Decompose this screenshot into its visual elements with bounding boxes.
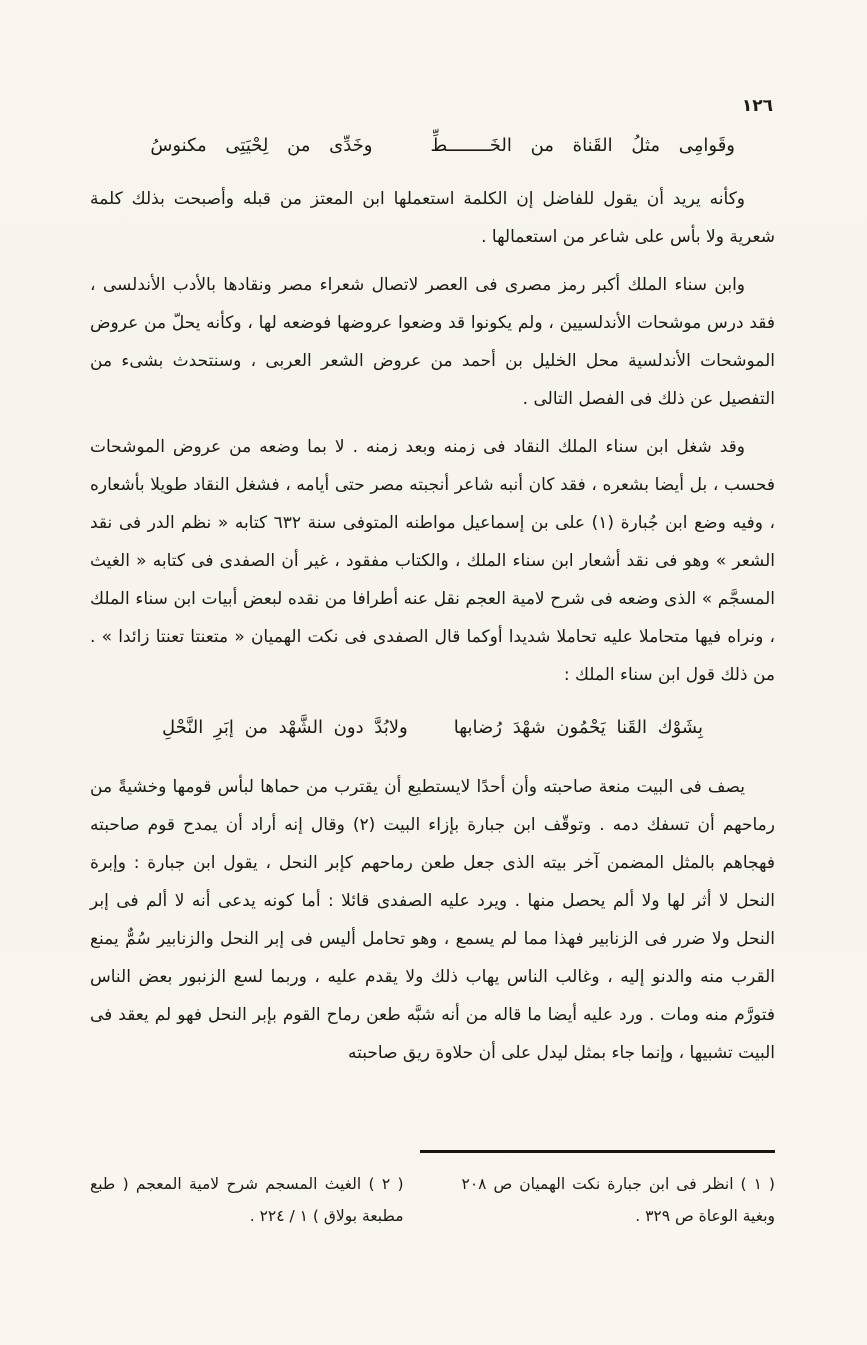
footnote-1: ( ١ ) انظر فى ابن جبارة نكت الهميان ص ٢٠٨ وبغية الوعاة ص ٣٢٩ . bbox=[461, 1175, 775, 1225]
paragraph-3: وقد شغل ابن سناء الملك النقاد فى زمنه وبعد زمنه . لا بما وضعه من عروض الموشحات فحسب ، بل أيضا بشعره ، فقد كان أنبه شاعر أنجبته مصر حتى أيامه ، فشغل النقاد طويلا بأشعاره ، وفيه وضع ابن جُبارة (١) على بن إسماعيل مواطنه المتوفى سنة ٦٣٢ كتابه « نظم الدر فى نقد الشعر » وهو فى نقد أشعار ابن سناء الملك ، والكتاب مفقود ، غير أن الصفدى فى كتابه « الغيث المسجَّم » الذى وضعه فى شرح لامية العجم نقل عنه أطرافا من نقده لبعض أبيات ابن سناء الملك ، ونراه فيها متحاملا عليه تحاملا شديدا أوكما قال الصفدى فى نكت الهميان « متعنتا تعنتا زائدا » . من ذلك قول ابن سناء الملك : bbox=[90, 437, 775, 685]
verse-mid-hemistich-right: بِشَوْك القَنا يَحْمُون شهْدَ رُضابها bbox=[453, 717, 703, 738]
verse-top-hemistich-right: وقَوامِى مثلُ القَناة من الخَــــــــطِّ bbox=[430, 135, 735, 156]
verse-mid-hemistich-left: ولابُدَّ دون الشَّهْد من إبَرِ النَّحْلِ bbox=[162, 717, 408, 738]
paragraph-2: وابن سناء الملك أكبر رمز مصرى فى العصر لاتصال شعراء مصر ونقادها بالأدب الأندلسى ، فقد درس موشحات الأندلسيين ، ولم يكونوا قد وضعوا عروضها فوضعه لها ، وكأنه يحلّ من عروض الموشحات الأندلسية محل الخليل بن أحمد من عروض الشعر العربى ، وسنتحدث بشىء من التفصيل عن ذلك فى الفصل التالى . bbox=[90, 275, 775, 409]
page-number: ١٢٦ bbox=[741, 96, 773, 116]
footnote-2: ( ٢ ) الغيث المسجم شرح لامية المعجم ( طبع مطبعة بولاق ) ١ / ٢٢٤ . bbox=[90, 1175, 404, 1225]
verse-top-hemistich-left: وخَدِّى من لِحْيَتِى مكنوسُ bbox=[150, 135, 373, 156]
footnote-divider bbox=[420, 1150, 775, 1153]
paragraph-4: يصف فى البيت منعة صاحبته وأن أحدًا لايستطيع أن يقترب من حماها لبأس قومها وخشيةً من رماحهم أن تسفك دمه . وتوقّف ابن جبارة بإزاء البيت (٢) وقال إنه أراد أن يمدح قوم صاحبته فهجاهم بالمثل المضمن آخر بيته الذى جعل طعن رماحهم كإبر النحل ، يقول ابن جبارة : وإبرة النحل لا أثر لها ولا ألم يحصل منها . ويرد عليه الصفدى قائلا : أما كونه يدعى أنه لا ألم فى إبر النحل ولا ضرر فى الزنابير فهذا مما لم يسمع ، وهو تحامل أليس فى إبر النحل والزنابير سُمٌّ يمنع القرب منه والدنو إليه ، وغالب الناس يهاب ذلك ولا يقدم عليه ، وربما لسع الزنبور بعض الناس فتورَّم منه ومات . ورد عليه أيضا ما قاله من أنه شبَّه طعن رماح القوم بإبر النحل فهو لم يعقد فى البيت تشبيها ، وإنما جاء بمثل ليدل على أن حلاوة ريق صاحبته bbox=[90, 777, 775, 1063]
footnote-columns bbox=[90, 1169, 775, 1233]
footnotes-section bbox=[90, 1150, 775, 1233]
verse-line-top bbox=[90, 126, 735, 166]
paragraph-1: وكأنه يريد أن يقول للفاضل إن الكلمة استعملها ابن المعتز من قبله وأصبحت بذلك كلمة شعرية ولا بأس على شاعر من استعمالها . bbox=[90, 189, 775, 247]
verse-line-middle bbox=[90, 708, 775, 748]
